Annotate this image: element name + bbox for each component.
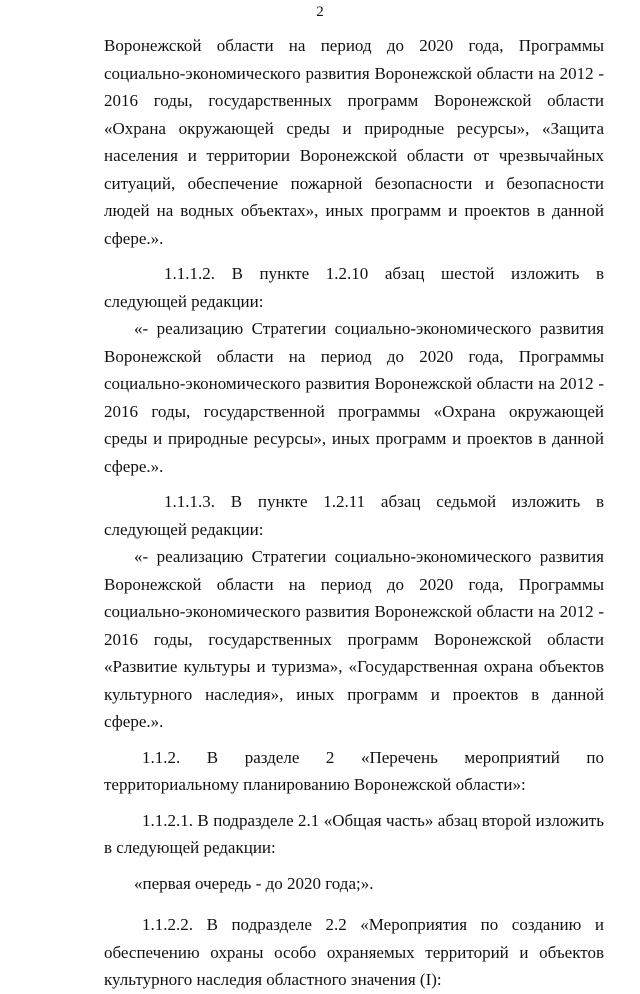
paragraph-item-1-1-1-2: 1.1.1.2. В пункте 1.2.10 абзац шестой изложить в следующей редакции: — [104, 264, 604, 311]
paragraph-quote-1: «- реализацию Стратегии социально-экономического развития Воронежской области на период до 2020 года, Программы социально-экономического развития Воронежской области на 2012 - 2016 годы, государственной программы «Охрана окружающей среды и природные ресурсы», иных программ и проектов в данной сфере.». — [104, 319, 604, 476]
paragraph-item-1-1-2: 1.1.2. В разделе 2 «Перечень мероприятий по территориальному планированию Воронежской области»: — [104, 747, 604, 794]
paragraph-item-1-1-1-3: 1.1.1.3. В пункте 1.2.11 абзац седьмой изложить в следующей редакции: — [104, 492, 604, 539]
document-body — [104, 32, 604, 994]
paragraph-quote-2: «- реализацию Стратегии социально-экономического развития Воронежской области на период до 2020 года, Программы социально-экономического развития Воронежской области на 2012 - 2016 годы, государственных программ Воронежской области «Развитие культуры и туризма», «Государственная охрана объектов культурного наследия», иных программ и проектов в данной сфере.». — [104, 547, 604, 731]
page-number: 2 — [316, 4, 324, 20]
paragraph-item-1-1-2-2: 1.1.2.2. В подразделе 2.2 «Мероприятия по созданию и обеспечению охраны особо охраняемых территорий и объектов культурного наследия областного значения (I): — [104, 915, 604, 989]
paragraph-item-1-1-2-1: 1.1.2.1. В подразделе 2.1 «Общая часть» абзац второй изложить в следующей редакции: — [104, 810, 604, 857]
paragraph-quote-3: «первая очередь - до 2020 года;». — [134, 873, 374, 893]
paragraph-continuation: Воронежской области на период до 2020 года, Программы социально-экономического развития Воронежской области на 2012 - 2016 годы, государственных программ Воронежской области «Охрана окружающей среды и природные ресурсы», «Защита населения и территории Воронежской области от чрезвычайных ситуаций, обеспечение пожарной безопасности и безопасности людей на водных объектах», иных программ и проектов в данной сфере.». — [104, 36, 604, 248]
